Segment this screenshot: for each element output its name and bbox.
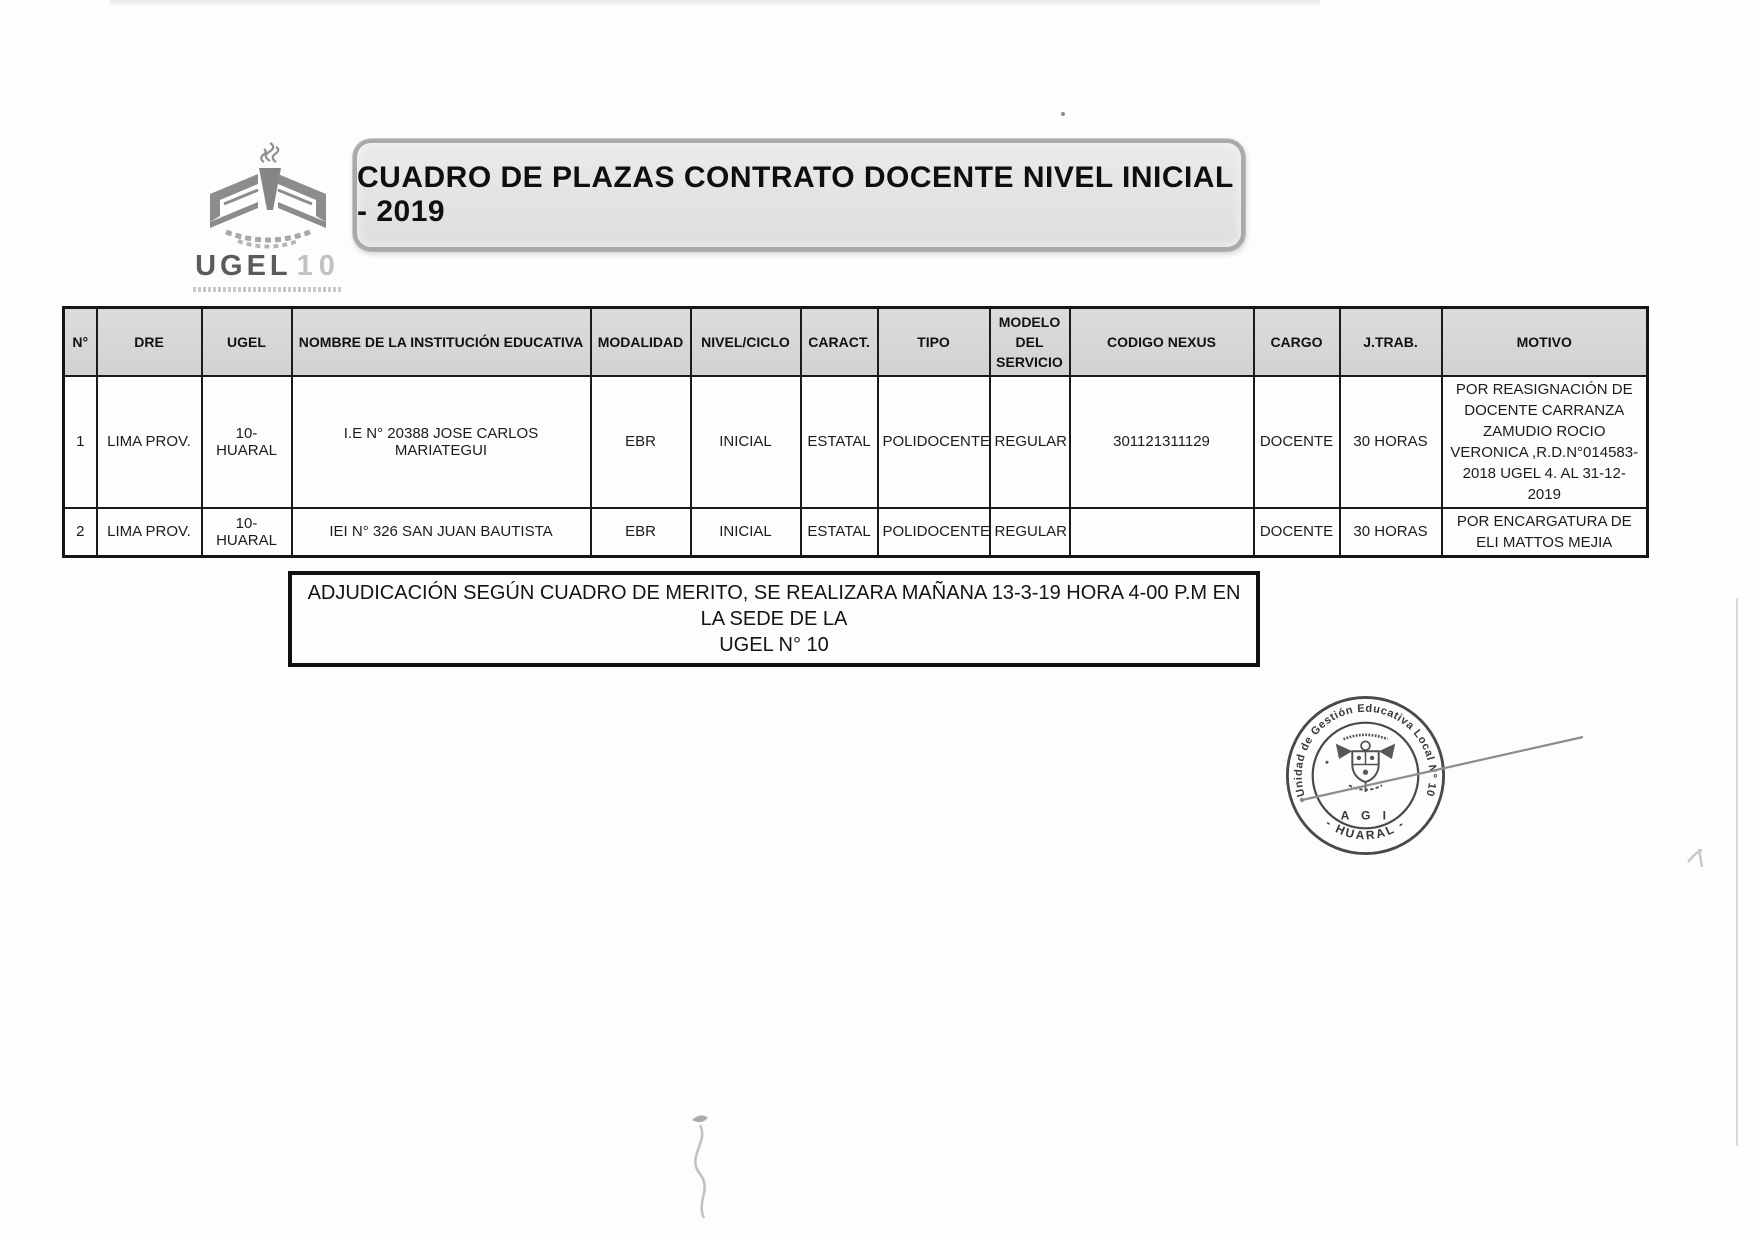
laurel-icon — [226, 232, 310, 247]
col-header-dre: DRE — [97, 308, 202, 376]
cell-tipo: POLIDOCENTE — [878, 376, 990, 508]
col-header-modelo-servicio: MODELO DEL SERVICIO — [990, 308, 1070, 376]
col-header-nivel-ciclo: NIVEL/CICLO — [691, 308, 801, 376]
notice-box — [288, 571, 1260, 667]
cell-ugel: 10-HUARAL — [202, 376, 292, 508]
scan-squiggle — [676, 1112, 746, 1227]
cell-dre: LIMA PROV. — [97, 508, 202, 557]
flame-icon — [261, 143, 278, 162]
table-row — [64, 376, 1648, 508]
table-row — [64, 508, 1648, 557]
signature-line — [1280, 720, 1610, 820]
cell-numero: 2 — [64, 508, 97, 557]
cell-modalidad: EBR — [591, 376, 691, 508]
col-header-jtrab: J.TRAB. — [1340, 308, 1442, 376]
col-header-ugel: UGEL — [202, 308, 292, 376]
cell-institucion: I.E N° 20388 JOSE CARLOS MARIATEGUI — [292, 376, 591, 508]
col-header-modalidad: MODALIDAD — [591, 308, 691, 376]
cell-caract: ESTATAL — [801, 376, 878, 508]
logo-tagline — [193, 287, 343, 292]
cell-jtrab: 30 HORAS — [1340, 508, 1442, 557]
cell-modalidad: EBR — [591, 508, 691, 557]
cell-codigo-nexus: 301121311129 — [1070, 376, 1254, 508]
plazas-table — [62, 306, 1649, 558]
cell-jtrab: 30 HORAS — [1340, 376, 1442, 508]
scan-top-smudge — [110, 0, 1320, 6]
cell-ugel: 10-HUARAL — [202, 508, 292, 557]
cell-codigo-nexus — [1070, 508, 1254, 557]
scan-speck — [1061, 112, 1065, 116]
scan-page-edge — [1736, 598, 1738, 1146]
col-header-numero: N° — [64, 308, 97, 376]
cell-modelo-servicio: REGULAR — [990, 508, 1070, 557]
cell-institucion: IEI N° 326 SAN JUAN BAUTISTA — [292, 508, 591, 557]
stamp-ring-top-text: Unidad de Gestión Educativa Local N° 10 — [1292, 702, 1439, 799]
title-banner — [353, 139, 1245, 251]
col-header-caract: CARACT. — [801, 308, 878, 376]
scan-mark — [1682, 846, 1712, 872]
notice-line1: ADJUDICACIÓN SEGÚN CUADRO DE MERITO, SE REALIZARA MAÑANA 13-3-19 HORA 4-00 P.M EN LA SEDE DE LA — [307, 582, 1241, 630]
col-header-institucion: NOMBRE DE LA INSTITUCIÓN EDUCATIVA — [292, 308, 591, 376]
col-header-codigo-nexus: CODIGO NEXUS — [1070, 308, 1254, 376]
cell-numero: 1 — [64, 376, 97, 508]
book-torch-icon — [198, 140, 338, 252]
cell-caract: ESTATAL — [801, 508, 878, 557]
logo-wordmark — [193, 252, 343, 281]
logo-name: UGEL — [195, 250, 292, 282]
cell-dre: LIMA PROV. — [97, 376, 202, 508]
table-header-row — [64, 308, 1648, 376]
stamp-agi-label: A G I — [1340, 808, 1391, 823]
cell-motivo: POR ENCARGATURA DE ELI MATTOS MEJIA — [1442, 508, 1648, 557]
cell-cargo: DOCENTE — [1254, 376, 1340, 508]
cell-tipo: POLIDOCENTE — [878, 508, 990, 557]
col-header-motivo: MOTIVO — [1442, 308, 1648, 376]
torch-icon — [259, 168, 281, 210]
cell-cargo: DOCENTE — [1254, 508, 1340, 557]
col-header-cargo: CARGO — [1254, 308, 1340, 376]
cell-nivel-ciclo: INICIAL — [691, 376, 801, 508]
document-title: CUADRO DE PLAZAS CONTRATO DOCENTE NIVEL INICIAL - 2019 — [357, 161, 1234, 228]
ugel-logo — [193, 140, 343, 292]
logo-number: 10 — [296, 250, 341, 282]
notice-line2: UGEL N° 10 — [719, 634, 829, 656]
cell-modelo-servicio: REGULAR — [990, 376, 1070, 508]
cell-nivel-ciclo: INICIAL — [691, 508, 801, 557]
cell-motivo: POR REASIGNACIÓN DE DOCENTE CARRANZA ZAMUDIO ROCIO VERONICA ,R.D.N°014583-2018 UGEL 4. AL 31-12-2019 — [1442, 376, 1648, 508]
stamp-ring-bottom-text: - HUARAL - — [1323, 815, 1408, 843]
col-header-tipo: TIPO — [878, 308, 990, 376]
